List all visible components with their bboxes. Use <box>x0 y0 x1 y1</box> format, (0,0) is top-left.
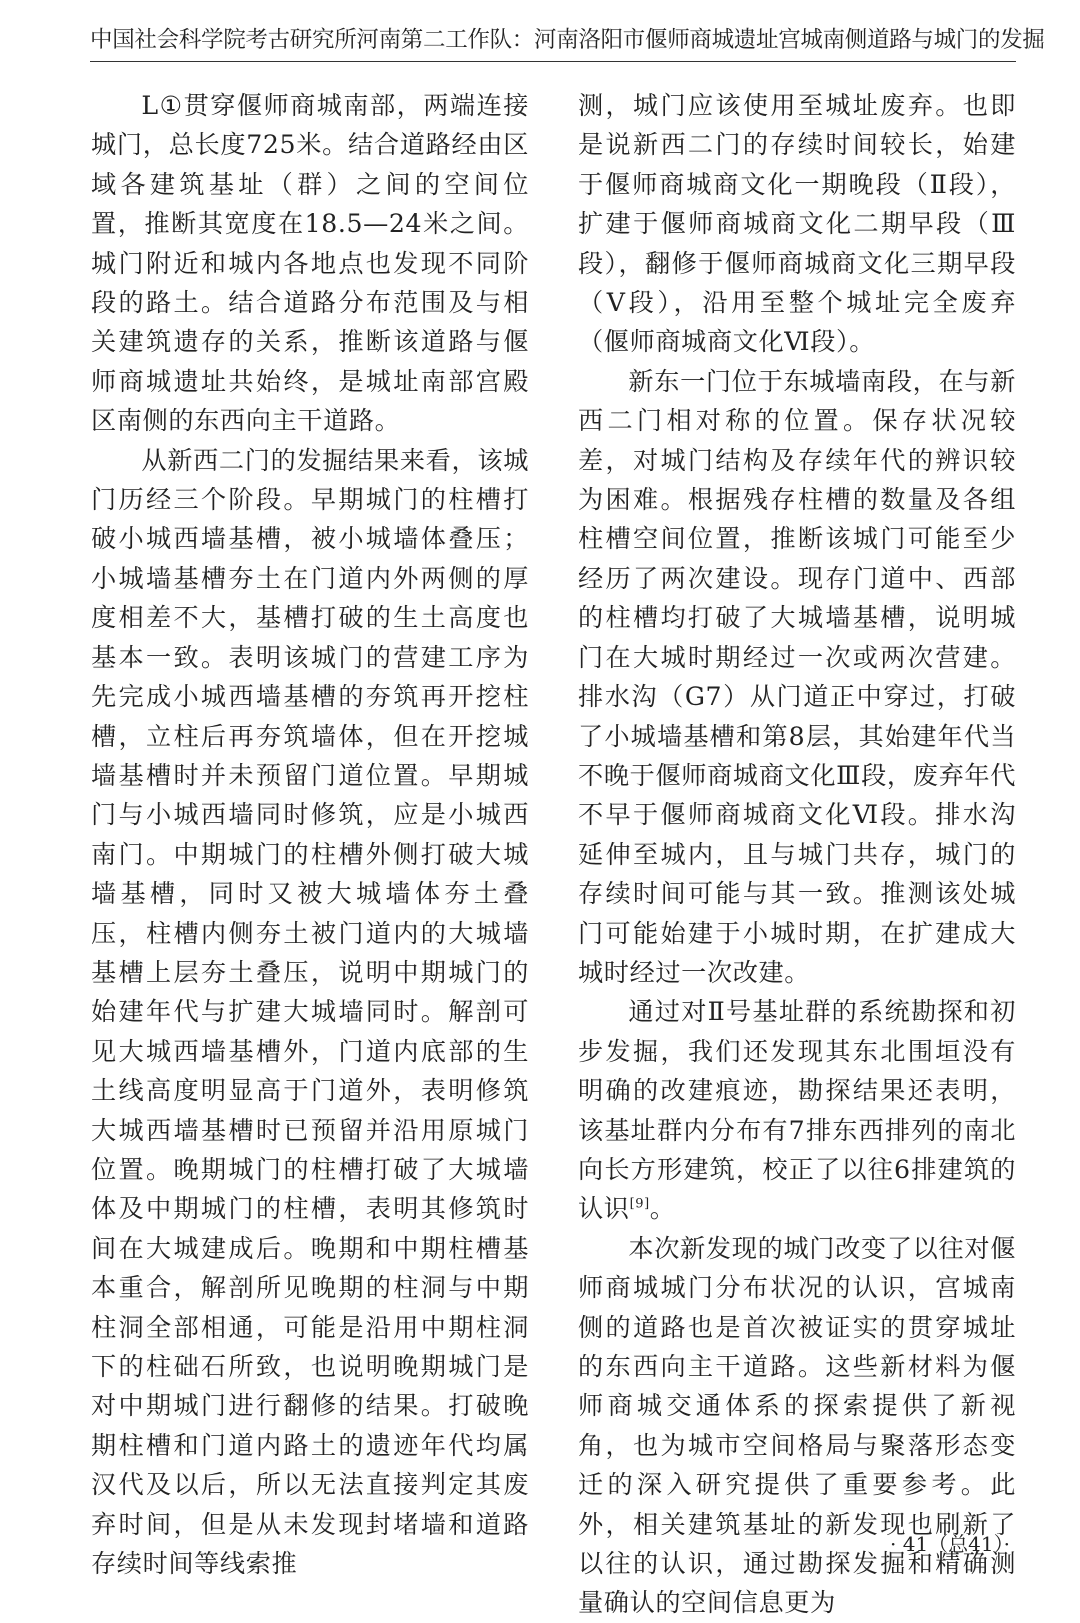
paragraph-text: 通过对Ⅱ号基址群的系统勘探和初步发掘，我们还发现其东北围垣没有明确的改建痕迹，勘探结果还表明，该基址群内分布有7排东西排列的南北向长方形建筑，校正了以往6排建筑的认识 <box>578 997 1016 1224</box>
body-paragraph: 从新西二门的发掘结果来看，该城门历经三个阶段。早期城门的柱槽打破小城西墙基槽，被小城墙体叠压；小城墙基槽夯土在门道内外两侧的厚度相差不大，基槽打破的生土高度也基本一致。表明该城门的营建工序为先完成小城西墙基槽的夯筑再开挖柱槽，立柱后再夯筑墙体，但在开挖城墙基槽时并未预留门道位置。早期城门与小城西墙同时修筑，应是小城西南门。中期城门的柱槽外侧打破大城墙基槽，同时又被大城墙体夯土叠压，柱槽内侧夯土被门道内的大城墙基槽上层夯土叠压，说明中期城门的始建年代与扩建大城墙同时。解剖可见大城西墙基槽外，门道内底部的生土线高度明显高于门道外，表明修筑大城西墙基槽时已预留并沿用原城门位置。晚期城门的柱槽打破了大城墙体及中期城门的柱槽，表明其修筑时间在大城建成后。晚期和中期柱槽基本重合，解剖所见晚期的柱洞与中期柱洞全部相通，可能是沿用中期柱洞下的柱础石所致，也说明晚期城门是对中期城门进行翻修的结果。打破晚期柱槽和门道内路土的遗迹年代均属汉代及以后，所以无法直接判定其废弃时间，但是从未发现封堵墙和道路存续时间等线索推 <box>91 445 529 1579</box>
continued-paragraph: 测，城门应该使用至城址废弃。也即是说新西二门的存续时间较长，始建于偃师商城商文化一期晚段（Ⅱ段），扩建于偃师商城商文化二期早段（Ⅲ段），翻修于偃师商城商文化三期早段（Ⅴ段），沿用至整个城址完全废弃（偃师商城商文化Ⅵ段）。 <box>578 91 1016 357</box>
header-rule <box>90 61 1016 62</box>
body-paragraph: 本次新发现的城门改变了以往对偃师商城城门分布状况的认识，宫城南侧的道路也是首次被证实的贯穿城址的东西向主干道路。这些新材料为偃师商城交通体系的探索提供了新视角，也为城市空间格局与聚落形态变迁的深入研究提供了重要参考。此外，相关建筑基址的新发现也刷新了以往的认识，通过勘探发掘和精确测量确认的空间信息更为 <box>578 1233 1016 1618</box>
left-column <box>91 86 529 1583</box>
right-column <box>578 86 1016 1623</box>
body-paragraph: L①贯穿偃师商城南部，两端连接城门，总长度725米。结合道路经由区域各建筑基址（群）之间的空间位置，推断其宽度在18.5—24米之间。城门附近和城内各地点也发现不同阶段的路土。结合道路分布范围及与相关建筑遗存的关系，推断该道路与偃师商城遗址共始终，是城址南部宫殿区南侧的东西向主干道路。 <box>91 91 529 436</box>
page-number: · 41（总41）· <box>890 1532 1010 1556</box>
citation-reference: [9] <box>629 1196 650 1212</box>
body-paragraph: 新东一门位于东城墙南段，在与新西二门相对称的位置。保存状况较差，对城门结构及存续年代的辨识较为困难。根据残存柱槽的数量及各组柱槽空间位置，推断该城门可能至少经历了两次建设。现存门道中、西部的柱槽均打破了大城墙基槽，说明城门在大城时期经过一次或两次营建。排水沟（G7）从门道正中穿过，打破了小城墙基槽和第8层，其始建年代当不晚于偃师商城商文化Ⅲ段，废弃年代不早于偃师商城商文化Ⅵ段。排水沟延伸至城内，且与城门共存，城门的存续时间可能与其一致。推测该处城门可能始建于小城时期，在扩建成大城时经过一次改建。 <box>578 366 1016 987</box>
paragraph-end: 。 <box>649 1194 676 1224</box>
running-header: 中国社会科学院考古研究所河南第二工作队：河南洛阳市偃师商城遗址宫城南侧道路与城门的发掘 <box>90 27 1045 53</box>
body-paragraph <box>578 992 1016 1228</box>
